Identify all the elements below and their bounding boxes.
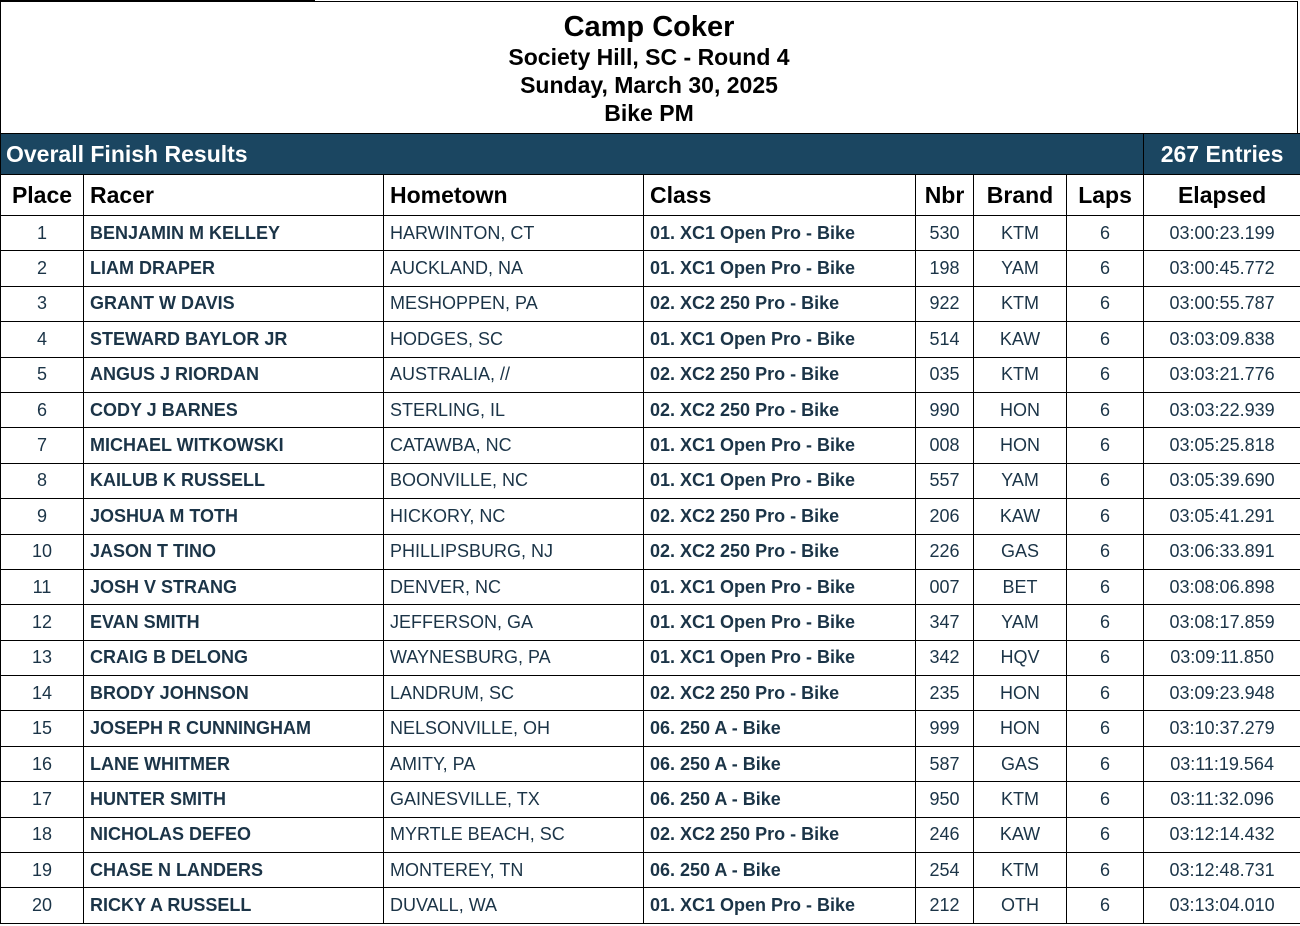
- cell-elapsed: 03:03:21.776: [1144, 357, 1300, 392]
- cell-class: 01. XC1 Open Pro - Bike: [644, 569, 916, 604]
- cell-elapsed: 03:00:23.199: [1144, 216, 1300, 251]
- cell-laps: 6: [1067, 640, 1144, 675]
- cell-class: 01. XC1 Open Pro - Bike: [644, 216, 916, 251]
- cell-laps: 6: [1067, 251, 1144, 286]
- cell-elapsed: 03:09:11.850: [1144, 640, 1300, 675]
- cell-racer: HUNTER SMITH: [84, 782, 384, 817]
- cell-brand: YAM: [974, 251, 1067, 286]
- entries-count: 267 Entries: [1144, 134, 1300, 175]
- table-row: [1, 605, 1300, 640]
- cell-racer: GRANT W DAVIS: [84, 286, 384, 321]
- cell-nbr: 246: [916, 817, 974, 852]
- cell-racer: JOSEPH R CUNNINGHAM: [84, 711, 384, 746]
- cell-nbr: 922: [916, 286, 974, 321]
- cell-place: 11: [1, 569, 84, 604]
- cell-brand: BET: [974, 569, 1067, 604]
- cell-brand: HON: [974, 676, 1067, 711]
- cell-elapsed: 03:08:06.898: [1144, 569, 1300, 604]
- cell-brand: KAW: [974, 817, 1067, 852]
- cell-brand: KTM: [974, 853, 1067, 888]
- event-session: Bike PM: [604, 100, 694, 126]
- cell-nbr: 342: [916, 640, 974, 675]
- cell-elapsed: 03:03:22.939: [1144, 392, 1300, 427]
- table-row: [1, 817, 1300, 852]
- cell-laps: 6: [1067, 322, 1144, 357]
- cell-brand: KTM: [974, 357, 1067, 392]
- cell-class: 02. XC2 250 Pro - Bike: [644, 392, 916, 427]
- table-row: [1, 216, 1300, 251]
- cell-brand: HON: [974, 428, 1067, 463]
- cell-laps: 6: [1067, 499, 1144, 534]
- cell-racer: RICKY A RUSSELL: [84, 888, 384, 923]
- cell-racer: CODY J BARNES: [84, 392, 384, 427]
- cell-laps: 6: [1067, 569, 1144, 604]
- cell-elapsed: 03:00:55.787: [1144, 286, 1300, 321]
- cell-place: 13: [1, 640, 84, 675]
- cell-brand: YAM: [974, 463, 1067, 498]
- cell-laps: 6: [1067, 605, 1144, 640]
- cell-laps: 6: [1067, 711, 1144, 746]
- cell-elapsed: 03:11:32.096: [1144, 782, 1300, 817]
- table-row: [1, 534, 1300, 569]
- cell-place: 19: [1, 853, 84, 888]
- cell-elapsed: 03:09:23.948: [1144, 676, 1300, 711]
- cell-nbr: 950: [916, 782, 974, 817]
- cell-place: 8: [1, 463, 84, 498]
- cell-hometown: NELSONVILLE, OH: [384, 711, 644, 746]
- cell-nbr: 990: [916, 392, 974, 427]
- cell-nbr: 198: [916, 251, 974, 286]
- column-header-brand: Brand: [974, 175, 1067, 216]
- table-row: [1, 286, 1300, 321]
- cell-hometown: HARWINTON, CT: [384, 216, 644, 251]
- cell-brand: KAW: [974, 499, 1067, 534]
- cell-laps: 6: [1067, 888, 1144, 923]
- cell-racer: CRAIG B DELONG: [84, 640, 384, 675]
- cell-hometown: PHILLIPSBURG, NJ: [384, 534, 644, 569]
- table-row: [1, 853, 1300, 888]
- cell-hometown: AMITY, PA: [384, 746, 644, 781]
- table-row: [1, 640, 1300, 675]
- column-header-place: Place: [1, 175, 84, 216]
- cell-class: 01. XC1 Open Pro - Bike: [644, 463, 916, 498]
- table-row: [1, 676, 1300, 711]
- cell-elapsed: 03:05:25.818: [1144, 428, 1300, 463]
- column-header-nbr: Nbr: [916, 175, 974, 216]
- cell-place: 3: [1, 286, 84, 321]
- cell-nbr: 587: [916, 746, 974, 781]
- cell-class: 06. 250 A - Bike: [644, 746, 916, 781]
- cell-brand: KAW: [974, 322, 1067, 357]
- table-row: [1, 392, 1300, 427]
- column-header-racer: Racer: [84, 175, 384, 216]
- cell-nbr: 514: [916, 322, 974, 357]
- cell-class: 06. 250 A - Bike: [644, 711, 916, 746]
- cell-laps: 6: [1067, 853, 1144, 888]
- cell-elapsed: 03:12:14.432: [1144, 817, 1300, 852]
- cell-class: 02. XC2 250 Pro - Bike: [644, 499, 916, 534]
- table-row: [1, 357, 1300, 392]
- cell-place: 10: [1, 534, 84, 569]
- cell-racer: MICHAEL WITKOWSKI: [84, 428, 384, 463]
- cell-racer: JASON T TINO: [84, 534, 384, 569]
- table-row: [1, 463, 1300, 498]
- cell-nbr: 007: [916, 569, 974, 604]
- cell-racer: NICHOLAS DEFEO: [84, 817, 384, 852]
- event-location-round: Society Hill, SC - Round 4: [508, 44, 790, 70]
- cell-laps: 6: [1067, 357, 1144, 392]
- cell-place: 9: [1, 499, 84, 534]
- cell-class: 02. XC2 250 Pro - Bike: [644, 357, 916, 392]
- cell-hometown: DUVALL, WA: [384, 888, 644, 923]
- cell-racer: ANGUS J RIORDAN: [84, 357, 384, 392]
- cell-class: 02. XC2 250 Pro - Bike: [644, 534, 916, 569]
- cell-hometown: AUCKLAND, NA: [384, 251, 644, 286]
- cell-elapsed: 03:05:41.291: [1144, 499, 1300, 534]
- cell-class: 01. XC1 Open Pro - Bike: [644, 888, 916, 923]
- cell-class: 02. XC2 250 Pro - Bike: [644, 676, 916, 711]
- cell-place: 14: [1, 676, 84, 711]
- cell-class: 01. XC1 Open Pro - Bike: [644, 322, 916, 357]
- event-date: Sunday, March 30, 2025: [520, 72, 778, 98]
- cell-laps: 6: [1067, 817, 1144, 852]
- cell-place: 2: [1, 251, 84, 286]
- cell-elapsed: 03:00:45.772: [1144, 251, 1300, 286]
- cell-place: 1: [1, 216, 84, 251]
- cell-nbr: 530: [916, 216, 974, 251]
- cell-hometown: HODGES, SC: [384, 322, 644, 357]
- cell-place: 17: [1, 782, 84, 817]
- cell-hometown: GAINESVILLE, TX: [384, 782, 644, 817]
- cell-laps: 6: [1067, 534, 1144, 569]
- cell-place: 15: [1, 711, 84, 746]
- cell-racer: BENJAMIN M KELLEY: [84, 216, 384, 251]
- table-row: [1, 711, 1300, 746]
- table-row: [1, 888, 1300, 923]
- cell-racer: JOSH V STRANG: [84, 569, 384, 604]
- cell-laps: 6: [1067, 676, 1144, 711]
- cell-laps: 6: [1067, 782, 1144, 817]
- banner-label: Overall Finish Results: [1, 134, 1144, 175]
- cell-place: 4: [1, 322, 84, 357]
- cell-brand: GAS: [974, 534, 1067, 569]
- cell-brand: KTM: [974, 782, 1067, 817]
- cell-hometown: BOONVILLE, NC: [384, 463, 644, 498]
- cell-class: 02. XC2 250 Pro - Bike: [644, 286, 916, 321]
- cell-hometown: AUSTRALIA, //: [384, 357, 644, 392]
- cell-racer: LIAM DRAPER: [84, 251, 384, 286]
- column-header-laps: Laps: [1067, 175, 1144, 216]
- cell-elapsed: 03:10:37.279: [1144, 711, 1300, 746]
- cell-laps: 6: [1067, 428, 1144, 463]
- results-banner: [1, 134, 1300, 175]
- cell-elapsed: 03:08:17.859: [1144, 605, 1300, 640]
- cell-racer: LANE WHITMER: [84, 746, 384, 781]
- cell-nbr: 557: [916, 463, 974, 498]
- cell-elapsed: 03:03:09.838: [1144, 322, 1300, 357]
- cell-brand: KTM: [974, 286, 1067, 321]
- cell-elapsed: 03:05:39.690: [1144, 463, 1300, 498]
- cell-brand: HON: [974, 711, 1067, 746]
- cell-elapsed: 03:12:48.731: [1144, 853, 1300, 888]
- cell-nbr: 347: [916, 605, 974, 640]
- cell-racer: JOSHUA M TOTH: [84, 499, 384, 534]
- cell-place: 6: [1, 392, 84, 427]
- cell-place: 7: [1, 428, 84, 463]
- table-row: [1, 499, 1300, 534]
- cell-elapsed: 03:06:33.891: [1144, 534, 1300, 569]
- cell-class: 06. 250 A - Bike: [644, 782, 916, 817]
- cell-hometown: JEFFERSON, GA: [384, 605, 644, 640]
- cell-brand: HQV: [974, 640, 1067, 675]
- cell-hometown: MONTEREY, TN: [384, 853, 644, 888]
- cell-elapsed: 03:13:04.010: [1144, 888, 1300, 923]
- cell-hometown: DENVER, NC: [384, 569, 644, 604]
- cell-racer: EVAN SMITH: [84, 605, 384, 640]
- cell-nbr: 226: [916, 534, 974, 569]
- cell-hometown: CATAWBA, NC: [384, 428, 644, 463]
- cell-nbr: 999: [916, 711, 974, 746]
- event-title: Camp Coker: [563, 11, 735, 43]
- cell-racer: BRODY JOHNSON: [84, 676, 384, 711]
- cell-hometown: LANDRUM, SC: [384, 676, 644, 711]
- cell-laps: 6: [1067, 463, 1144, 498]
- table-row: [1, 322, 1300, 357]
- cell-laps: 6: [1067, 392, 1144, 427]
- cell-laps: 6: [1067, 216, 1144, 251]
- cell-nbr: 008: [916, 428, 974, 463]
- cell-place: 18: [1, 817, 84, 852]
- cell-place: 16: [1, 746, 84, 781]
- cell-brand: YAM: [974, 605, 1067, 640]
- cell-nbr: 206: [916, 499, 974, 534]
- cell-laps: 6: [1067, 286, 1144, 321]
- table-row: [1, 782, 1300, 817]
- cell-elapsed: 03:11:19.564: [1144, 746, 1300, 781]
- table-row: [1, 251, 1300, 286]
- table-row: [1, 746, 1300, 781]
- cell-nbr: 235: [916, 676, 974, 711]
- cell-hometown: WAYNESBURG, PA: [384, 640, 644, 675]
- cell-racer: STEWARD BAYLOR JR: [84, 322, 384, 357]
- table-row: [1, 569, 1300, 604]
- cell-place: 12: [1, 605, 84, 640]
- cell-hometown: MYRTLE BEACH, SC: [384, 817, 644, 852]
- cell-hometown: HICKORY, NC: [384, 499, 644, 534]
- cell-brand: HON: [974, 392, 1067, 427]
- cell-class: 01. XC1 Open Pro - Bike: [644, 605, 916, 640]
- cell-class: 06. 250 A - Bike: [644, 853, 916, 888]
- table-row: [1, 428, 1300, 463]
- cell-class: 01. XC1 Open Pro - Bike: [644, 640, 916, 675]
- column-header-hometown: Hometown: [384, 175, 644, 216]
- cell-racer: KAILUB K RUSSELL: [84, 463, 384, 498]
- column-header-elapsed: Elapsed: [1144, 175, 1300, 216]
- cell-racer: CHASE N LANDERS: [84, 853, 384, 888]
- cell-brand: KTM: [974, 216, 1067, 251]
- cell-class: 01. XC1 Open Pro - Bike: [644, 251, 916, 286]
- cell-laps: 6: [1067, 746, 1144, 781]
- cell-nbr: 035: [916, 357, 974, 392]
- cell-nbr: 212: [916, 888, 974, 923]
- column-header-row: [1, 175, 1300, 216]
- cell-brand: GAS: [974, 746, 1067, 781]
- cell-nbr: 254: [916, 853, 974, 888]
- cell-brand: OTH: [974, 888, 1067, 923]
- event-header: [0, 1, 1298, 133]
- cell-hometown: MESHOPPEN, PA: [384, 286, 644, 321]
- cell-place: 20: [1, 888, 84, 923]
- cell-class: 02. XC2 250 Pro - Bike: [644, 817, 916, 852]
- column-header-class: Class: [644, 175, 916, 216]
- cell-hometown: STERLING, IL: [384, 392, 644, 427]
- results-table: [0, 133, 1300, 924]
- cell-class: 01. XC1 Open Pro - Bike: [644, 428, 916, 463]
- cell-place: 5: [1, 357, 84, 392]
